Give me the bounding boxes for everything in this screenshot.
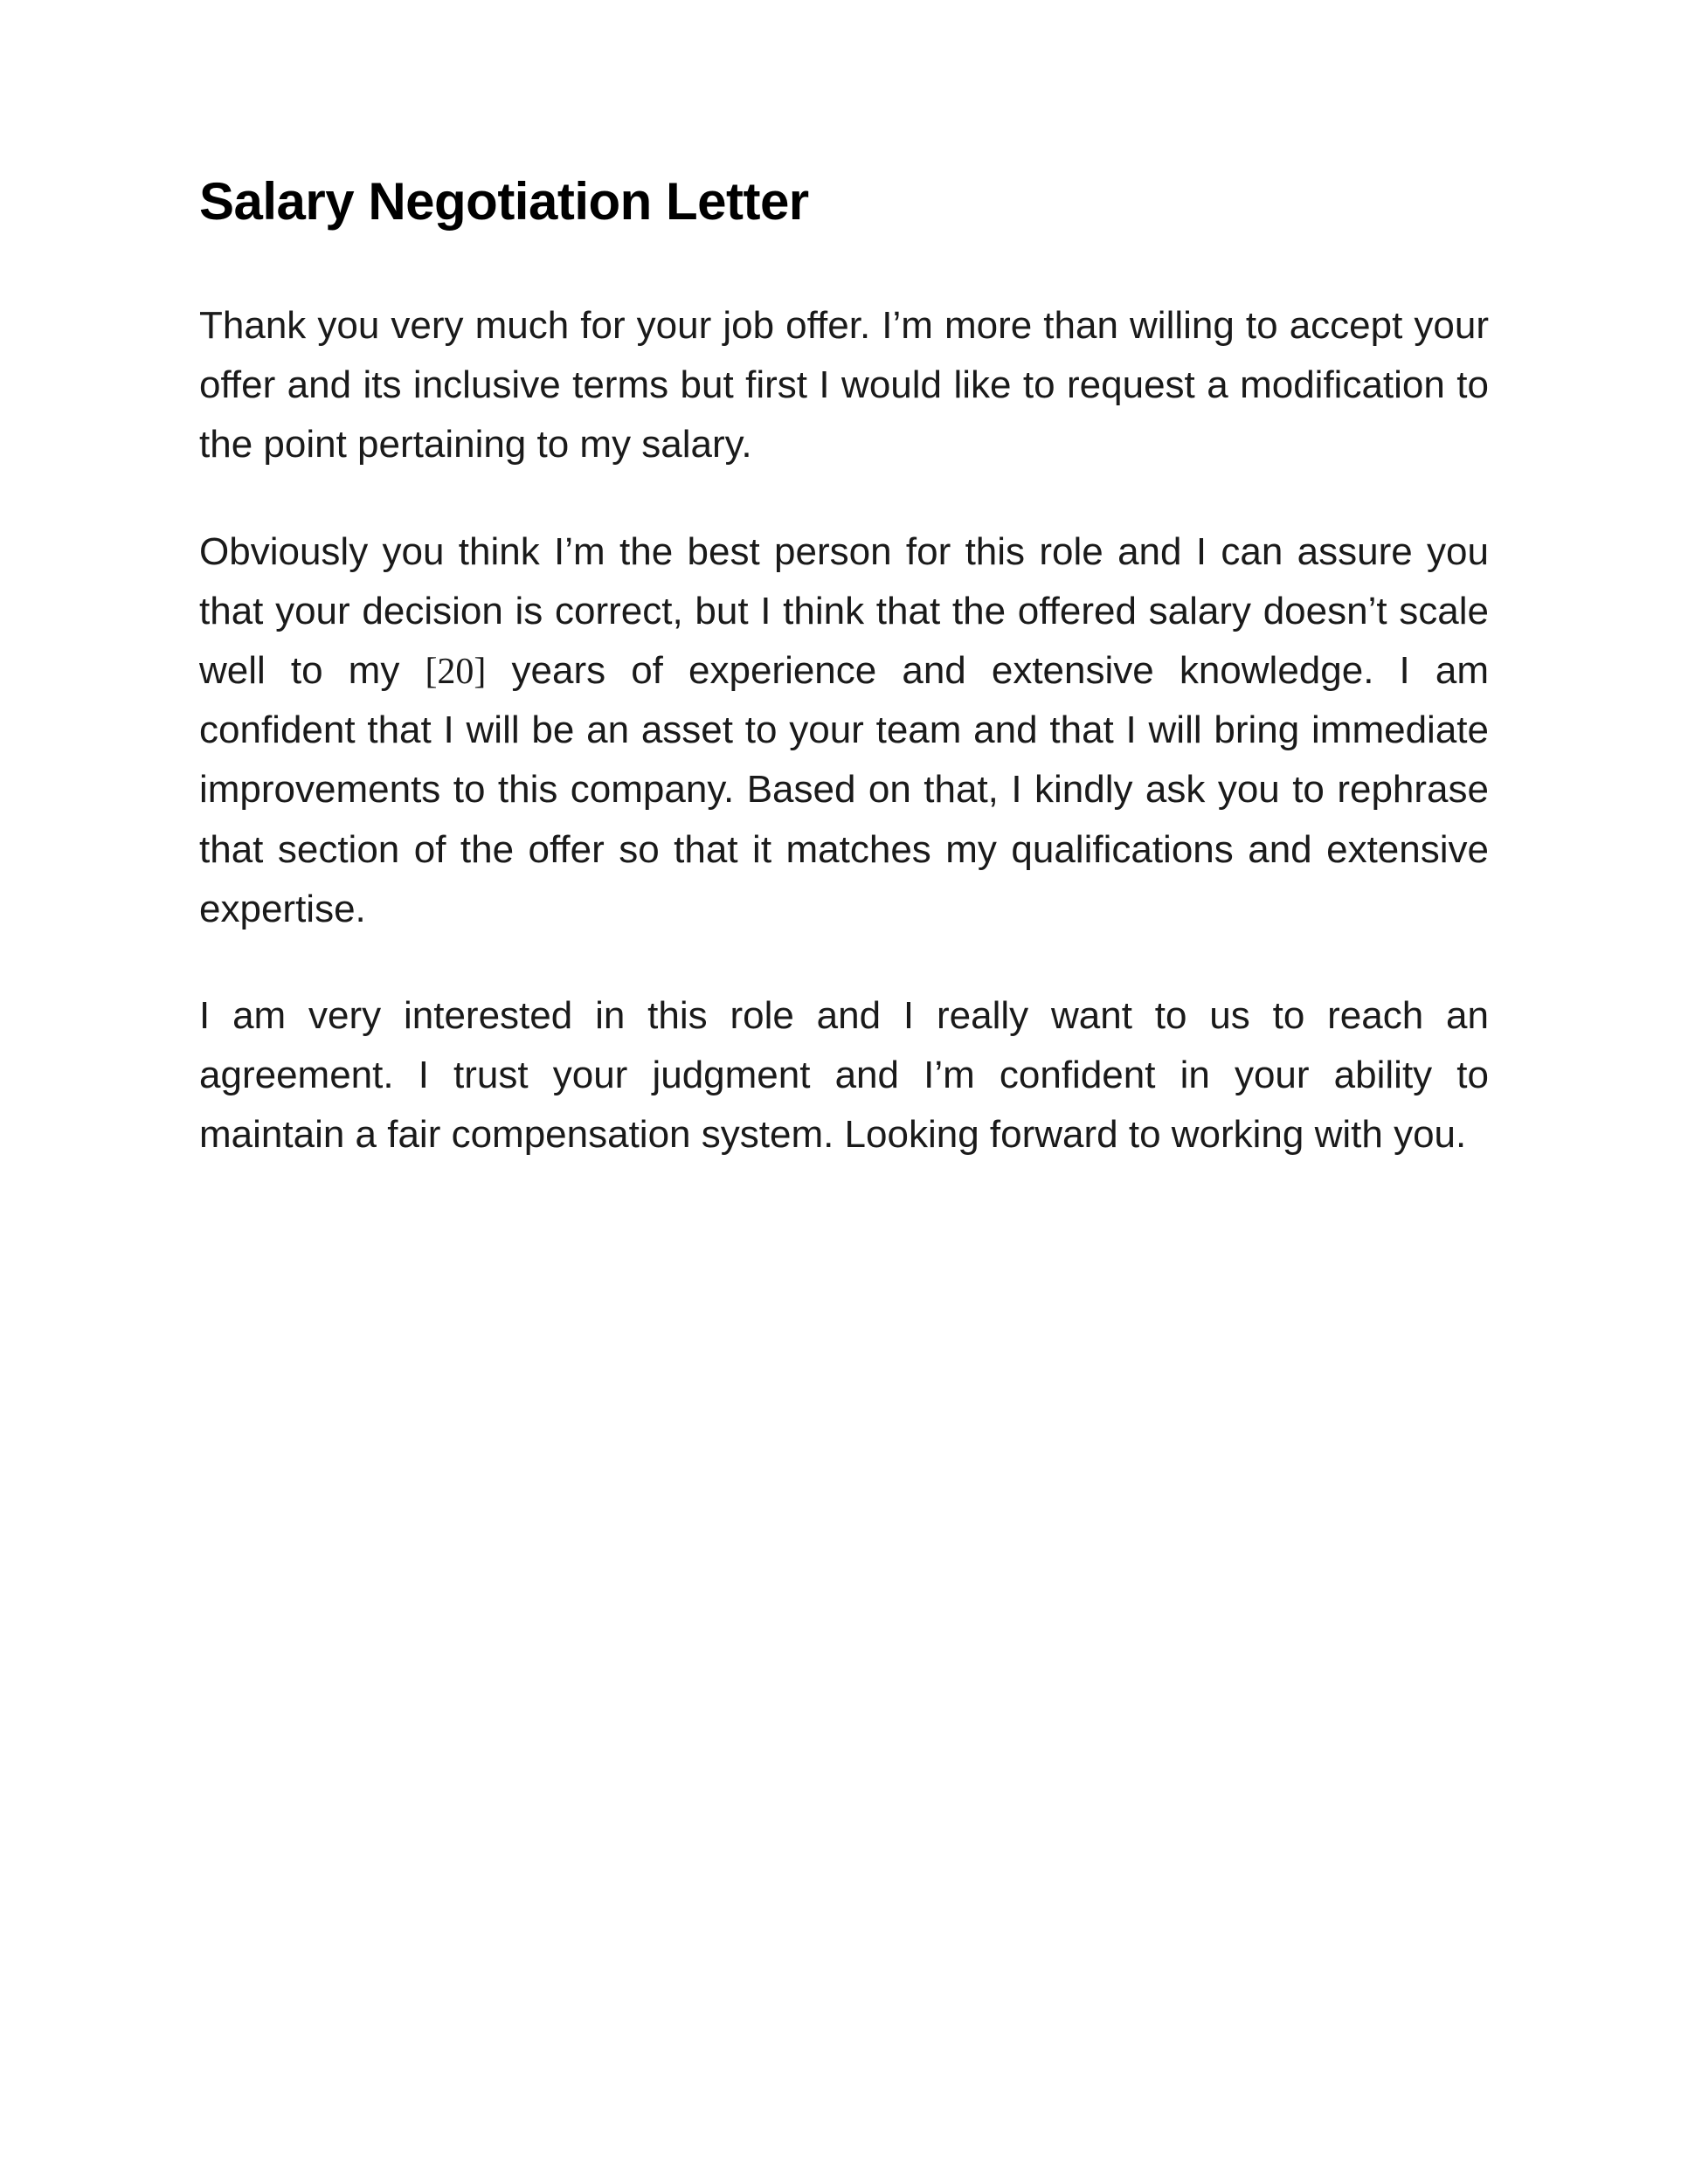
document-body [199, 296, 1489, 1165]
paragraph-closing: I am very interested in this role and I really want to us to reach an agreement. I trust your judgment and I’m confident in your ability to maintain a fair compensation system. Looking forward to working with you. [199, 993, 1489, 1157]
years-of-experience-field[interactable]: [20] [425, 651, 487, 692]
paragraph-intro: Thank you very much for your job offer. I’m more than willing to accept your offer and its inclusive terms but first I would like to request a modification to the point pertaining to my salary. [199, 304, 1489, 467]
paragraph-justification-text-after-field: years of experience and extensive knowledge. I am confident that I will be an asset to your team and that I will bring immediate improvements to this company. Based on that, I kindly ask you to rephrase that section of the offer so that it matches my qualifications and extensive expertise. [199, 648, 1489, 930]
page-title: Salary Negotiation Letter [199, 172, 809, 231]
paragraph-justification-text-before-field: Obviously you think I’m the best person for this role and I can assure you that your decision is correct, but I think that the offered salary doesn’t scale well to my [199, 529, 1489, 692]
paragraph-justification [199, 522, 1489, 939]
